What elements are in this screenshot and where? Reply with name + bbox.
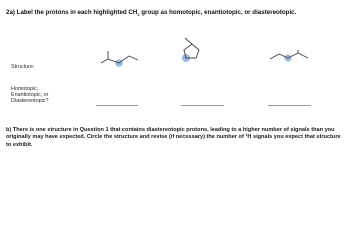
- bond-chain: [108, 56, 138, 63]
- structure-label: Structure:: [11, 64, 35, 70]
- part-b-text-before: b) There is one structure in Question 1 that contains diastereotopic protons, leading to a higher number of signals than you originally may have expected. Circle the structure and revise (if necessary) the number of: [6, 127, 335, 141]
- answer-label-line-2: Enantiotopic, or: [11, 92, 49, 99]
- part-b-text-after: H signals you expect that structure to exhibit.: [6, 134, 341, 148]
- answer-blank-2[interactable]: [181, 105, 224, 106]
- title-suffix: group as homotopic, enantiotopic, or diastereotopic.: [139, 9, 297, 16]
- answer-row-label: [11, 86, 71, 105]
- title-prefix: 2a) Label the protons in each highlighted CH: [6, 9, 138, 16]
- answer-label-line-1: Homotopic,: [11, 86, 39, 92]
- molecule-2-methylbutane: [98, 49, 142, 67]
- part-b-superscript: 1: [245, 133, 248, 138]
- answer-blank-3[interactable]: [268, 105, 311, 106]
- answer-blank-1[interactable]: [96, 105, 138, 106]
- question-2b-text: [6, 127, 346, 149]
- molecule-methylcyclopentane: [172, 34, 208, 62]
- question-2a-title: [6, 9, 346, 17]
- answer-label-line-3: Diastereotopic?: [11, 98, 49, 105]
- methyl-bond: [185, 38, 192, 44]
- bond-branch: [101, 51, 108, 63]
- molecule-3-methylpentane: [268, 50, 312, 64]
- title-subscript: 2: [137, 12, 140, 18]
